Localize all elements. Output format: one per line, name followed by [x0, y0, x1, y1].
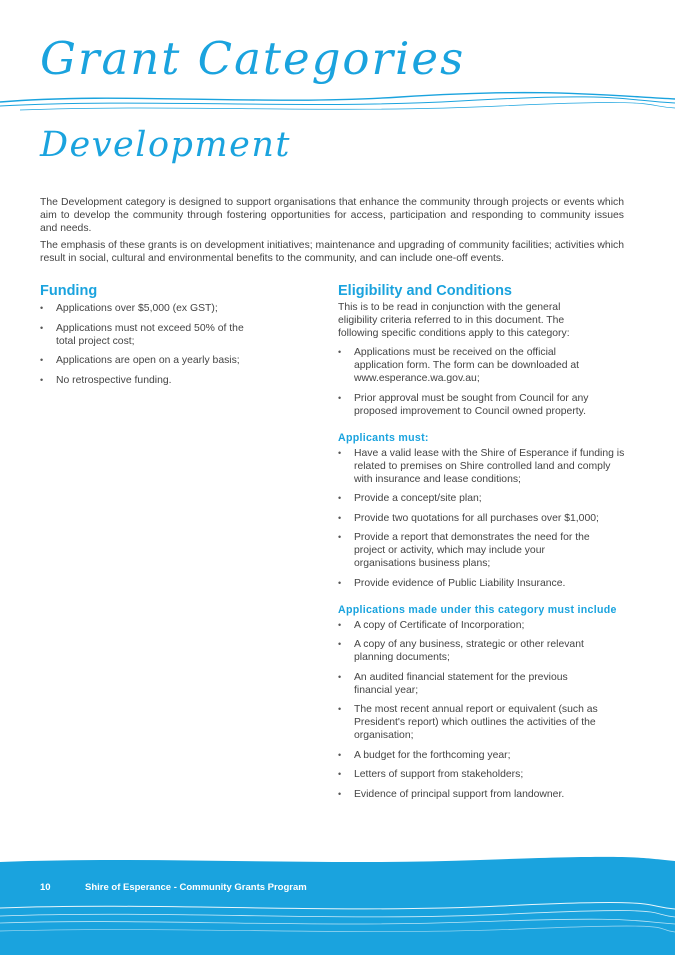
list-item: • An audited financial statement for the previous financial year; — [338, 671, 626, 697]
list-item: • A budget for the forthcoming year; — [338, 749, 626, 762]
list-item: • Prior approval must be sought from Council for any proposed improvement to Council owned property. — [338, 392, 626, 418]
list-item: • Applications must be received on the official application form. The form can be downloaded at www.esperance.wa.gov.au; — [338, 346, 626, 385]
intro-paragraph-1: The Development category is designed to support organisations that enhance the community through projects or events which aim to develop the community through fostering opportunities for access, participation and responding to community issues and needs. — [40, 197, 624, 234]
intro-paragraph-2: The emphasis of these grants is on development initiatives; maintenance and upgrading of community facilities; activities which result in social, cultural and environmental benefits to the community, and can include one-off events. — [40, 240, 624, 264]
funding-column — [40, 283, 280, 393]
list-item: • Applications must not exceed 50% of the total project cost; — [40, 322, 280, 348]
list-item: • No retrospective funding. — [40, 374, 280, 387]
list-item: • Applications over $5,000 (ex GST); — [40, 302, 280, 315]
eligibility-heading: Eligibility and Conditions — [338, 283, 512, 299]
eligibility-lead: This is to be read in conjunction with the general eligibility criteria referred to in this document. The following specific conditions apply to this category: — [338, 302, 570, 339]
footer-title: Shire of Esperance - Community Grants Program — [85, 882, 307, 893]
list-item: • The most recent annual report or equivalent (such as President's report) which outlines the activities of the organisation; — [338, 703, 626, 742]
section-title: Development — [40, 125, 291, 165]
footer-band — [0, 856, 675, 955]
page-title: Grant Categories — [40, 32, 466, 85]
list-item: • Provide a concept/site plan; — [338, 492, 626, 505]
applications-heading: Applications made under this category must include — [338, 603, 617, 616]
footer-wave-background — [0, 856, 675, 955]
list-item: • Provide two quotations for all purchases over $1,000; — [338, 512, 626, 525]
list-item: • Have a valid lease with the Shire of Esperance if funding is related to premises on Shire controlled land and comply with insurance and lease conditions; — [338, 447, 626, 486]
applications-list — [338, 619, 626, 801]
header-wave-divider — [0, 88, 675, 118]
applicants-list — [338, 447, 626, 590]
page-number: 10 — [40, 882, 51, 893]
list-item: • Provide evidence of Public Liability Insurance. — [338, 577, 626, 590]
list-item: • A copy of any business, strategic or other relevant planning documents; — [338, 638, 626, 664]
list-item: • A copy of Certificate of Incorporation; — [338, 619, 626, 632]
funding-list — [40, 302, 280, 387]
intro-text — [40, 196, 624, 269]
list-item: • Letters of support from stakeholders; — [338, 768, 626, 781]
applicants-heading: Applicants must: — [338, 431, 429, 444]
eligibility-list — [338, 346, 626, 418]
list-item: • Evidence of principal support from landowner. — [338, 788, 626, 801]
funding-heading: Funding — [40, 283, 98, 299]
list-item: • Applications are open on a yearly basis; — [40, 354, 280, 367]
list-item: • Provide a report that demonstrates the need for the project or activity, which may include your organisations business plans; — [338, 531, 626, 570]
eligibility-column — [338, 283, 626, 807]
